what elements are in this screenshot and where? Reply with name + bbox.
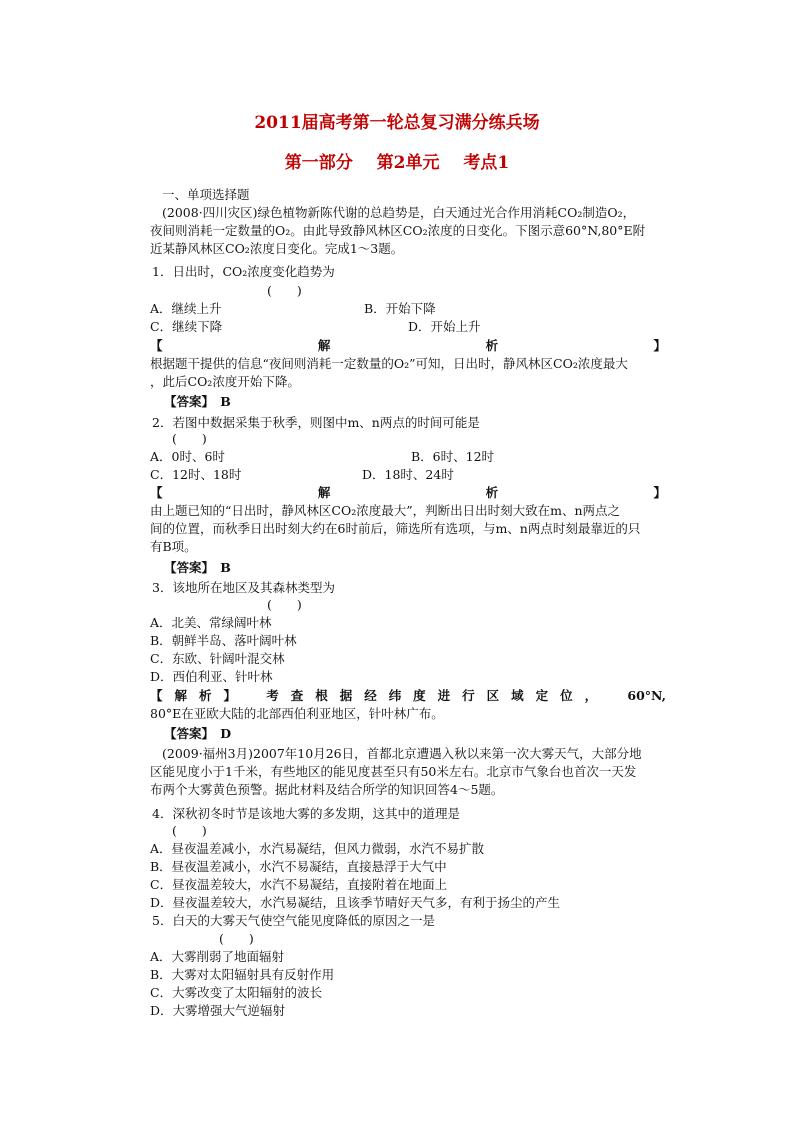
explanation-line: 间的位置，而秋季日出时刻大约在6时前后，筛选所有选项，与m、n两点时刻最靠近的只 <box>150 521 641 536</box>
option-a: A．大雾削弱了地面辐射 <box>150 949 285 964</box>
option-b: B．昼夜温差减小，水汽不易凝结，直接悬浮于大气中 <box>150 859 447 874</box>
body-line: (2009·福州3月)2007年10月26日，首都北京遭遇入秋以来第一次大雾天气，大部分地 <box>162 746 642 761</box>
bracket-close: 】 <box>653 338 666 353</box>
body-line: 区能见度小于1千米，有些地区的能见度甚至只有50米左右。北京市气象台也首次一天发 <box>150 764 637 779</box>
option-c: C．昼夜温差较大，水汽不易凝结，直接附着在地面上 <box>150 877 448 892</box>
body-line: 近某静风林区CO₂浓度日变化。完成1～3题。 <box>150 241 404 256</box>
question-4: 4．深秋初冬时节是该地大雾的多发期，这其中的道理是 <box>152 806 460 821</box>
option-a: A．0时、6时 <box>150 449 225 464</box>
question-2: 2．若图中数据采集于秋季，则图中m、n两点的时间可能是 <box>152 415 480 430</box>
option-a: A．昼夜温差减小，水汽易凝结，但风力微弱，水汽不易扩散 <box>150 841 485 856</box>
exp-char: 解 <box>317 338 331 353</box>
option-c: C．大雾改变了太阳辐射的波长 <box>150 985 323 1000</box>
option-d: D．大雾增强大气逆辐射 <box>150 1003 286 1018</box>
body-line: 夜间则消耗一定数量的O₂。由此导致静风林区CO₂浓度的日变化。下图示意60°N,80°E附 <box>150 223 646 238</box>
option-a: A．北美、常绿阔叶林 <box>150 615 272 630</box>
bracket-open: 【 <box>150 338 163 353</box>
option-d: D．西伯利亚、针叶林 <box>150 669 273 684</box>
explanation-line: 80°E在亚欧大陆的北部西伯利亚地区，针叶林广布。 <box>150 706 444 721</box>
answer-blank: ( ) <box>172 431 207 446</box>
explanation-line: 根据题干提供的信息“夜间则消耗一定数量的O₂”可知，日出时，静风林区CO₂浓度最大 <box>150 356 628 371</box>
answer-line: 【答案】 B <box>164 394 231 409</box>
answer-blank: ( ) <box>267 597 302 612</box>
question-1: 1．日出时，CO₂浓度变化趋势为 <box>152 264 335 279</box>
answer-blank: ( ) <box>219 931 254 946</box>
unit-label: 第2单元 <box>376 153 440 173</box>
explanation-line: ，此后CO₂浓度开始下降。 <box>150 374 300 389</box>
option-c: C．继续下降 <box>150 319 223 334</box>
option-a: A．继续上升 <box>150 301 222 316</box>
option-c: C．12时、18时 <box>150 467 242 482</box>
part-label: 第一部分 <box>284 153 353 173</box>
document-title: 2011届高考第一轮总复习满分练兵场 <box>254 113 540 133</box>
explanation-line: 由上题已知的“日出时，静风林区CO₂浓度最大”，判断出日出时刻大致在m、n两点之 <box>150 503 621 518</box>
bracket-open: 【 <box>150 485 163 500</box>
section-label: 一、单项选择题 <box>162 187 250 202</box>
option-d: D．开始上升 <box>408 319 481 334</box>
answer-blank: ( ) <box>267 283 302 298</box>
explanation-line: 有B项。 <box>150 539 197 554</box>
option-b: B．朝鲜半岛、落叶阔叶林 <box>150 633 297 648</box>
body-line: 布两个大雾黄色预警。据此材料及结合所学的知识回答4～5题。 <box>150 782 504 797</box>
answer-line: 【答案】 B <box>164 560 231 575</box>
option-b: B．6时、12时 <box>411 449 495 464</box>
explanation-heading <box>150 337 666 355</box>
option-b: B．开始下降 <box>364 301 436 316</box>
section-heading <box>0 152 794 174</box>
question-3: 3．该地所在地区及其森林类型为 <box>152 580 335 595</box>
question-5: 5．白天的大雾天气使空气能见度降低的原因之一是 <box>152 913 435 928</box>
point-label: 考点1 <box>463 153 510 173</box>
body-line: (2008·四川灾区)绿色植物新陈代谢的总趋势是，白天通过光合作用消耗CO₂制造O₂， <box>162 205 636 220</box>
option-b: B．大雾对太阳辐射具有反射作用 <box>150 967 335 982</box>
option-d: D．18时、24时 <box>362 467 454 482</box>
option-c: C．东欧、针阔叶混交林 <box>150 651 285 666</box>
option-d: D．昼夜温差较大，水汽易凝结，且该季节晴好天气多，有利于扬尘的产生 <box>150 895 561 910</box>
exp-char: 析 <box>485 485 499 500</box>
bracket-close: 】 <box>653 485 666 500</box>
exp-char: 析 <box>485 338 499 353</box>
explanation-heading <box>150 484 666 502</box>
explanation-line: 【解析】 考查根据经纬度进行区域定位， 60°N, <box>150 688 666 703</box>
answer-line: 【答案】 D <box>164 726 232 741</box>
answer-blank: ( ) <box>172 823 207 838</box>
exp-char: 解 <box>317 485 331 500</box>
